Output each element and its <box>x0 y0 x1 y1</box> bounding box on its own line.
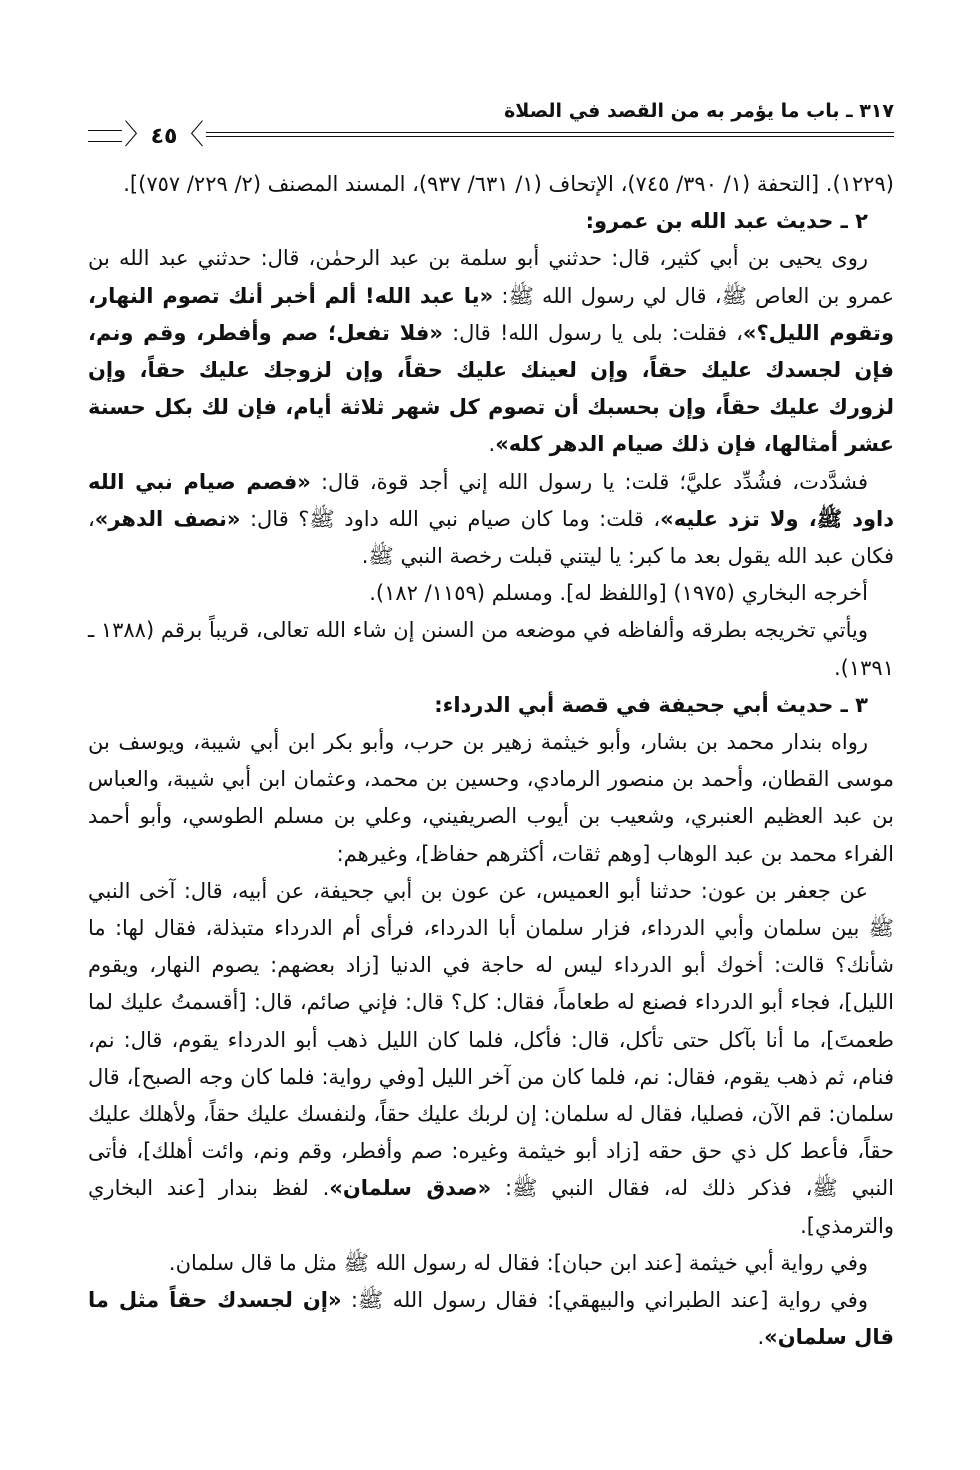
prophetic-quote: «نصف الدهر» <box>94 506 241 531</box>
source-paragraph: أخرجه البخاري (١٩٧٥) [واللفظ له]. ومسلم (١١٥٩/ ١٨٢). <box>369 581 868 606</box>
header-rule <box>206 136 894 137</box>
section-heading: ٢ ـ حديث عبد الله بن عمرو: <box>585 209 868 234</box>
prophetic-quote: «فصم صيام نبي الله داود ﷺ، ولا تزد عليه» <box>88 469 894 531</box>
prophetic-quote: «يا عبد الله! ألم أخبر أنك تصوم النهار، وتقوم الليل؟» <box>88 283 894 345</box>
section-heading: ٣ ـ حديث أبي جحيفة في قصة أبي الدرداء: <box>434 692 868 717</box>
hadith-paragraph <box>88 873 894 1245</box>
narration-text: فشدَّدت، فشُدِّد عليَّ؛ قلت: يا رسول الله إني أجد قوة، قال: <box>310 469 868 494</box>
narration-text: عن جعفر بن عون: حدثنا أبو العميس، عن عون بن أبي جحيفة، عن أبيه، قال: آخى النبي ﷺ بين سلمان وأبي الدرداء، فزار سلمان أبا الدرداء، فرأى أم الدرداء متبذلة، فقال لها: ما شأنك؟ قالت: أخوك أبو الدرداء ليس له حاجة في الدنيا [زاد بعضهم: يصوم النهار، ويقوم الليل]، فجاء أبو الدرداء فصنع له طعاماً، فقال: كل؟ قال: فإني صائم، قال: [أقسمتُ عليك لما طعمتَ]، ما أنا بآكل حتى تأكل، قال: فأكل، فلما كان الليل ذهب أبو الدرداء يقوم، قال: نم، فنام، ثم ذهب يقوم، فقال: نم، فلما كان من آخر الليل [وفي رواية: فلما كان وجه الصبح]، قال سلمان: قم الآن، فصليا، فقال له سلمان: إن لربك عليك حقاً، ولنفسك عليك حقاً، ولأهلك عليك حقاً، فأعط كل ذي حق حقه [زاد أبو خيثمة وغيره: صم وأفطر، وقم ونم، وائت أهلك]، فأتى النبي ﷺ، فذكر ذلك له، فقال النبي ﷺ: <box>88 878 894 1201</box>
narration-text: ، فقلت: بلى يا رسول الله! قال: <box>442 320 743 345</box>
hadith-paragraph <box>88 464 894 576</box>
header-rule-left <box>88 130 122 142</box>
page-header <box>88 92 894 162</box>
variant-paragraph <box>88 1282 894 1356</box>
page-number <box>122 118 206 154</box>
variant-paragraph: وفي رواية أبي خيثمة [عند ابن حبان]: فقال له رسول الله ﷺ مثل ما قال سلمان. <box>168 1250 868 1275</box>
citation-continuation: (١٢٢٩). [التحفة (١/ ٣٩٠/ ٧٤٥)، الإتحاف (١/ ٦٣١/ ٩٣٧)، المسند المصنف (٢/ ٢٢٩/ ٧٥٧)]. <box>123 172 894 196</box>
header-rule <box>206 132 894 133</box>
page-number-text: 〈 ٤٥ <box>150 123 178 149</box>
prophetic-quote: «إن لجسدك حقاً مثل ما قال سلمان» <box>88 1288 894 1350</box>
narration-text: وفي رواية [عند الطبراني والبيهقي]: فقال رسول الله ﷺ: <box>341 1288 868 1313</box>
narration-text: روى يحيى بن أبي كثير، قال: حدثني أبو سلمة بن عبد الرحمٰن، قال: حدثني عبد الله بن عمرو بن العاص ﷺ، قال لي رسول الله ﷺ: <box>88 246 895 308</box>
prophetic-quote: «فلا تفعل؛ صم وأفطر، وقم ونم، فإن لجسدك عليك حقاً، وإن لعينك عليك حقاً، وإن لزوجك عليك حقاً، وإن لزورك عليك حقاً، وإن بحسبك أن تصوم كل شهر ثلاثة أيام، فإن لك بكل حسنة عشر أمثالها، فإن ذلك صيام الدهر كله» <box>88 320 894 457</box>
narration-text: . <box>488 432 496 457</box>
cross-reference-paragraph: ويأتي تخريجه بطرقه وألفاظه في موضعه من السنن إن شاء الله تعالى، قريباً برقم (١٣٨٨ ـ ١٣٩١). <box>88 618 894 680</box>
narration-text: ، قلت: وما كان صيام نبي الله داود ﷺ؟ قال: <box>240 506 661 531</box>
narration-text: . <box>757 1325 765 1350</box>
hadith-paragraph <box>88 240 894 463</box>
narration-text: . لفظ بندار [عند البخاري والترمذي]. <box>88 1176 894 1238</box>
page-body <box>88 166 894 1357</box>
narrators-paragraph: رواه بندار محمد بن بشار، وأبو خيثمة زهير بن حرب، وأبو بكر ابن أبي شيبة، ويوسف بن موسى القطان، وأحمد بن منصور الرمادي، وحسين بن محمد، وعثمان ابن أبي شيبة، والعباس بن عبد العظيم العنبري، وشعيب بن أيوب الصريفيني، وعلي بن مسلم الطوسي، وأبو أحمد الفراء محمد بن عبد الوهاب [وهم ثقات، أكثرهم حفاظ]، وغيرهم: <box>88 730 894 866</box>
prophetic-quote: «صدق سلمان» <box>329 1176 492 1201</box>
narration-text: ، فكان عبد الله يقول بعد ما كبر: يا ليتني قبلت رخصة النبي ﷺ. <box>88 506 894 569</box>
running-title: ٣١٧ ـ باب ما يؤمر به من القصد في الصلاة <box>504 100 894 122</box>
